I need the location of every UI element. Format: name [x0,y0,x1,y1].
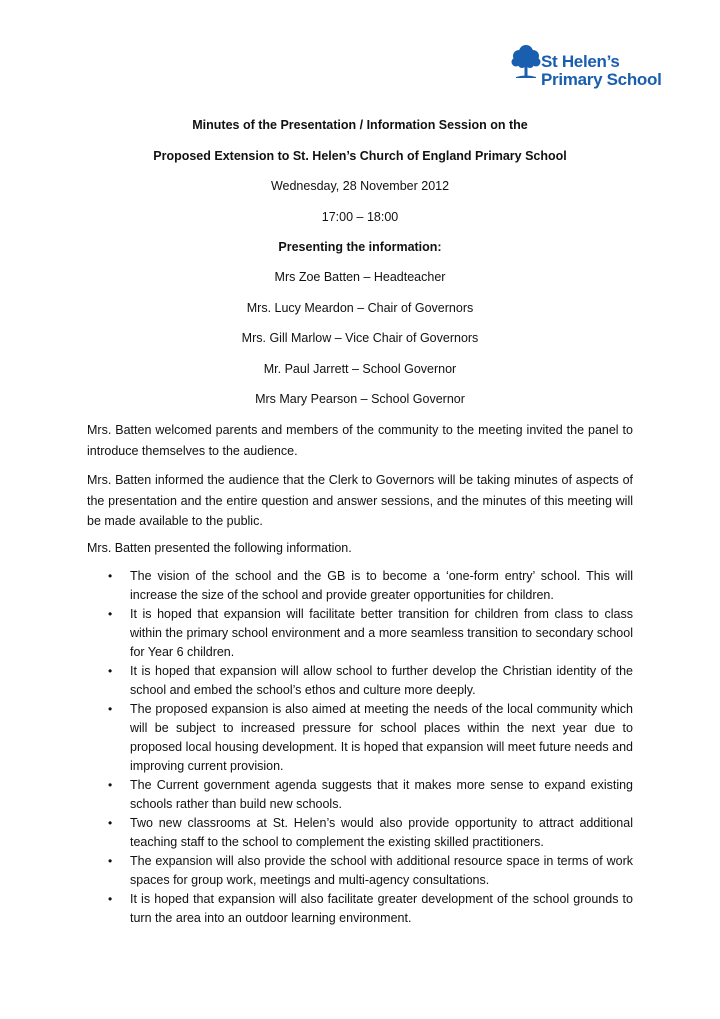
bullet-icon: • [108,854,113,868]
bullet-icon: • [108,702,113,716]
presenter-5: Mrs Mary Pearson – School Governor [255,392,465,406]
meeting-date: Wednesday, 28 November 2012 [270,179,450,193]
bullet-icon: • [108,816,113,830]
list-item: • Two new classrooms at St. Helen’s would also provide opportunity to attract additional teaching staff to the school to complement the existing skilled practitioners. [108,816,633,849]
presenter-4: Mr. Paul Jarrett – School Governor [263,362,457,376]
title-line-1: Minutes of the Presentation / Information Session on the [192,118,528,132]
list-item: • The expansion will also provide the school with additional resource space in terms of work spaces for group work, meetings and multi-agency consultations. [108,854,633,887]
bullet-icon: • [108,664,113,678]
information-bullet-list [87,567,633,928]
list-item: • It is hoped that expansion will allow school to further develop the Christian identity of the school and embed the school’s ethos and culture more deeply. [108,664,633,697]
bullet-icon: • [108,607,113,621]
list-item: • The Current government agenda suggests that it makes more sense to expand existing schools rather than build new schools. [108,778,633,811]
logo-text-line2: Primary School [541,70,662,89]
title-line-2: Proposed Extension to St. Helen’s Church of England Primary School [153,149,567,163]
presenter-3: Mrs. Gill Marlow – Vice Chair of Governors [241,331,479,345]
bullet-icon: • [108,569,113,583]
paragraph-presented: Mrs. Batten presented the following information. [87,541,352,555]
bullet-icon: • [108,892,113,906]
paragraph-minutes: Mrs. Batten informed the audience that the Clerk to Governors will be taking minutes of aspects of the presentation and the entire question and answer sessions, and the minutes of this meeting will be made available to the public. [87,473,633,528]
presenting-heading: Presenting the information: [278,240,442,254]
logo-text-line1: St Helen’s [541,52,620,71]
school-logo [511,43,662,99]
list-item: • The proposed expansion is also aimed at meeting the needs of the local community which will be subject to increased pressure for school places within the next year due to proposed local housing development. It is hoped that expansion will meet future needs and improving current provision. [108,702,633,773]
list-item: • The vision of the school and the GB is to become a ‘one-form entry’ school. This will increase the size of the school and provide greater opportunities for children. [108,569,633,602]
bullet-icon: • [108,778,113,792]
paragraph-welcome: Mrs. Batten welcomed parents and members of the community to the meeting invited the panel to introduce themselves to the audience. [87,423,633,458]
list-item: • It is hoped that expansion will facilitate better transition for children from class to class within the primary school environment and a more seamless transition to secondary school for Year 6 children. [108,607,633,659]
tree-icon [511,43,541,83]
list-item: • It is hoped that expansion will also facilitate greater development of the school grounds to turn the area into an outdoor learning environment. [108,892,633,925]
presenter-2: Mrs. Lucy Meardon – Chair of Governors [246,301,474,315]
presenter-1: Mrs Zoe Batten – Headteacher [274,270,446,284]
meeting-time: 17:00 – 18:00 [321,210,399,224]
